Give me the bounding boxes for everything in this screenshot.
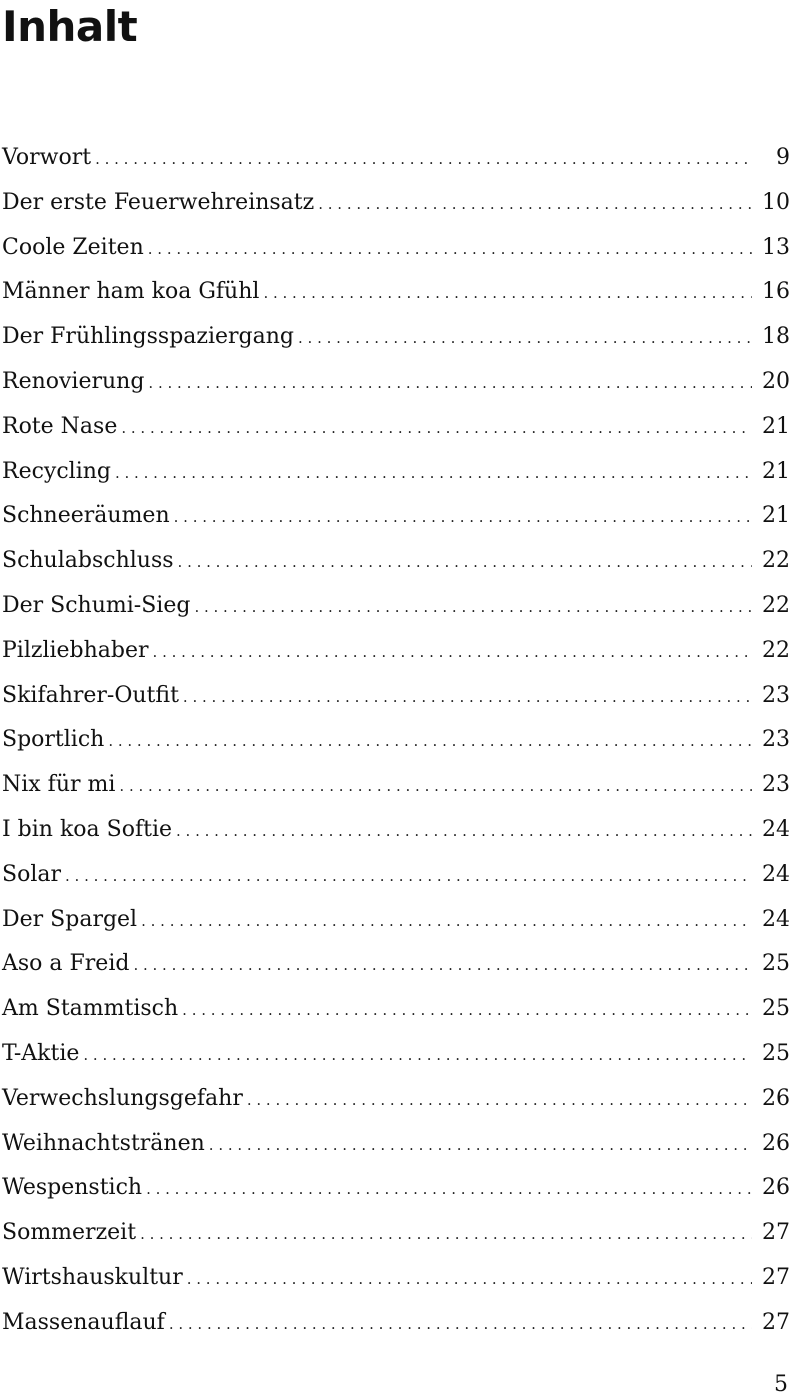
toc-entry[interactable] — [2, 674, 790, 719]
toc-entry-page: 23 — [762, 682, 790, 708]
toc-entry[interactable] — [2, 584, 790, 629]
toc-entry-page: 22 — [762, 548, 790, 574]
toc-entry-title: Pilzliebhaber — [2, 637, 149, 663]
toc-entry-title: Weihnachtstränen — [2, 1130, 205, 1156]
dot-leader — [247, 1078, 752, 1123]
toc-entry[interactable] — [2, 1211, 790, 1256]
toc-entry[interactable] — [2, 494, 790, 539]
toc-entry-page: 26 — [762, 1130, 790, 1156]
dot-leader — [263, 271, 752, 316]
toc-entry-title: Der Frühlingsspaziergang — [2, 324, 295, 350]
toc-entry-page: 16 — [762, 279, 790, 305]
toc-entry-title: Schulabschluss — [2, 548, 174, 574]
toc-entry-page: 24 — [762, 861, 790, 887]
toc-entry-title: Männer ham koa Gfühl — [2, 279, 260, 305]
toc-entry-title: Sommerzeit — [2, 1220, 137, 1246]
toc-entry[interactable] — [2, 270, 790, 315]
toc-entry[interactable] — [2, 763, 790, 808]
toc-entry[interactable] — [2, 136, 790, 181]
toc-entry-page: 22 — [762, 592, 790, 618]
toc-entry[interactable] — [2, 853, 790, 898]
toc-entry-title: Der Spargel — [2, 906, 138, 932]
toc-entry-title: Renovierung — [2, 368, 145, 394]
toc-entry-title: Nix für mi — [2, 772, 116, 798]
toc-entry[interactable] — [2, 405, 790, 450]
toc-entry-title: Vorwort — [2, 145, 92, 170]
toc-entry-title: Rote Nase — [2, 413, 118, 439]
toc-entry-page: 24 — [762, 906, 790, 932]
toc-entry-title: Wespenstich — [2, 1175, 143, 1201]
dot-leader — [187, 1257, 752, 1302]
toc-entry-title: Coole Zeiten — [2, 234, 144, 260]
toc-entry-page: 10 — [762, 189, 790, 215]
toc-entry-page: 23 — [762, 727, 790, 753]
toc-entry-title: Sportlich — [2, 727, 105, 753]
toc-entry[interactable] — [2, 539, 790, 584]
toc-entry-title: Am Stammtisch — [2, 996, 179, 1022]
dot-leader — [318, 182, 752, 227]
toc-entry-page: 27 — [762, 1264, 790, 1290]
toc-entry-page: 23 — [762, 772, 790, 798]
toc-entry[interactable] — [2, 1166, 790, 1211]
toc-entry-page: 26 — [762, 1085, 790, 1111]
toc-entry[interactable] — [2, 808, 790, 853]
toc-entry-title: Aso a Freid — [2, 951, 130, 977]
toc-entry-page: 21 — [762, 413, 790, 439]
dot-leader — [95, 137, 752, 182]
toc-entry[interactable] — [2, 450, 790, 495]
toc-entry-title: Wirtshauskultur — [2, 1264, 183, 1290]
dot-leader — [178, 540, 752, 585]
toc-entry[interactable] — [2, 1301, 790, 1346]
toc-entry-title: Der erste Feuerwehreinsatz — [2, 189, 315, 215]
toc-entry-page: 21 — [762, 503, 790, 529]
toc-entry[interactable] — [2, 718, 790, 763]
toc-entry-title: Der Schumi-Sieg — [2, 592, 191, 618]
toc-entry-page: 27 — [762, 1309, 790, 1335]
toc-entry-page: 25 — [762, 996, 790, 1022]
dot-leader — [115, 451, 752, 496]
toc-entry-page: 13 — [762, 234, 790, 260]
dot-leader — [119, 764, 752, 809]
dot-leader — [176, 809, 752, 854]
dot-leader — [174, 495, 752, 540]
toc-entry-title: Solar — [2, 861, 61, 887]
toc-entry-title: I bin koa Softie — [2, 816, 173, 842]
dot-leader — [121, 406, 752, 451]
toc-entry-page: 22 — [762, 637, 790, 663]
toc-entry[interactable] — [2, 226, 790, 271]
dot-leader — [108, 719, 752, 764]
toc-entry[interactable] — [2, 987, 790, 1032]
toc-entry-page: 21 — [762, 458, 790, 484]
dot-leader — [153, 630, 752, 675]
toc-entry-page: 26 — [762, 1175, 790, 1201]
dot-leader — [65, 854, 752, 899]
dot-leader — [169, 1302, 752, 1347]
dot-leader — [148, 361, 752, 406]
toc-entry[interactable] — [2, 898, 790, 943]
toc-entry-page: 27 — [762, 1220, 790, 1246]
dot-leader — [298, 316, 752, 361]
toc-entry[interactable] — [2, 1122, 790, 1167]
toc-entry[interactable] — [2, 181, 790, 226]
page-title: Inhalt — [2, 2, 138, 51]
toc-entry-title: Massenauflauf — [2, 1309, 165, 1335]
dot-leader — [141, 899, 752, 944]
dot-leader — [83, 1033, 752, 1078]
toc-entry-title: Skifahrer-Outfit — [2, 682, 179, 708]
dot-leader — [194, 585, 752, 630]
toc-entry[interactable] — [2, 1032, 790, 1077]
toc-entry[interactable] — [2, 942, 790, 987]
dot-leader — [146, 1167, 752, 1212]
toc-entry[interactable] — [2, 315, 790, 360]
toc-entry[interactable] — [2, 1256, 790, 1301]
toc-entry-title: Schneeräumen — [2, 503, 170, 529]
toc-entry-page: 25 — [762, 951, 790, 977]
toc-entry-page: 25 — [762, 1040, 790, 1066]
toc-entry-page: 20 — [762, 368, 790, 394]
dot-leader — [209, 1123, 752, 1168]
dot-leader — [183, 675, 752, 720]
toc-entry-title: Recycling — [2, 458, 111, 484]
toc-entry[interactable] — [2, 629, 790, 674]
dot-leader — [133, 943, 752, 988]
toc-entry[interactable] — [2, 360, 790, 405]
page-number: 5 — [774, 1372, 788, 1397]
toc-entry-page: 18 — [762, 324, 790, 350]
toc-entry-title: Verwechslungsgefahr — [2, 1085, 243, 1111]
table-of-contents — [2, 136, 790, 1346]
dot-leader — [148, 227, 752, 272]
toc-entry-page: 24 — [762, 816, 790, 842]
toc-entry[interactable] — [2, 1077, 790, 1122]
toc-entry-title: T-Aktie — [2, 1040, 80, 1066]
dot-leader — [140, 1212, 752, 1257]
dot-leader — [182, 988, 752, 1033]
toc-entry-page: 9 — [776, 145, 790, 170]
